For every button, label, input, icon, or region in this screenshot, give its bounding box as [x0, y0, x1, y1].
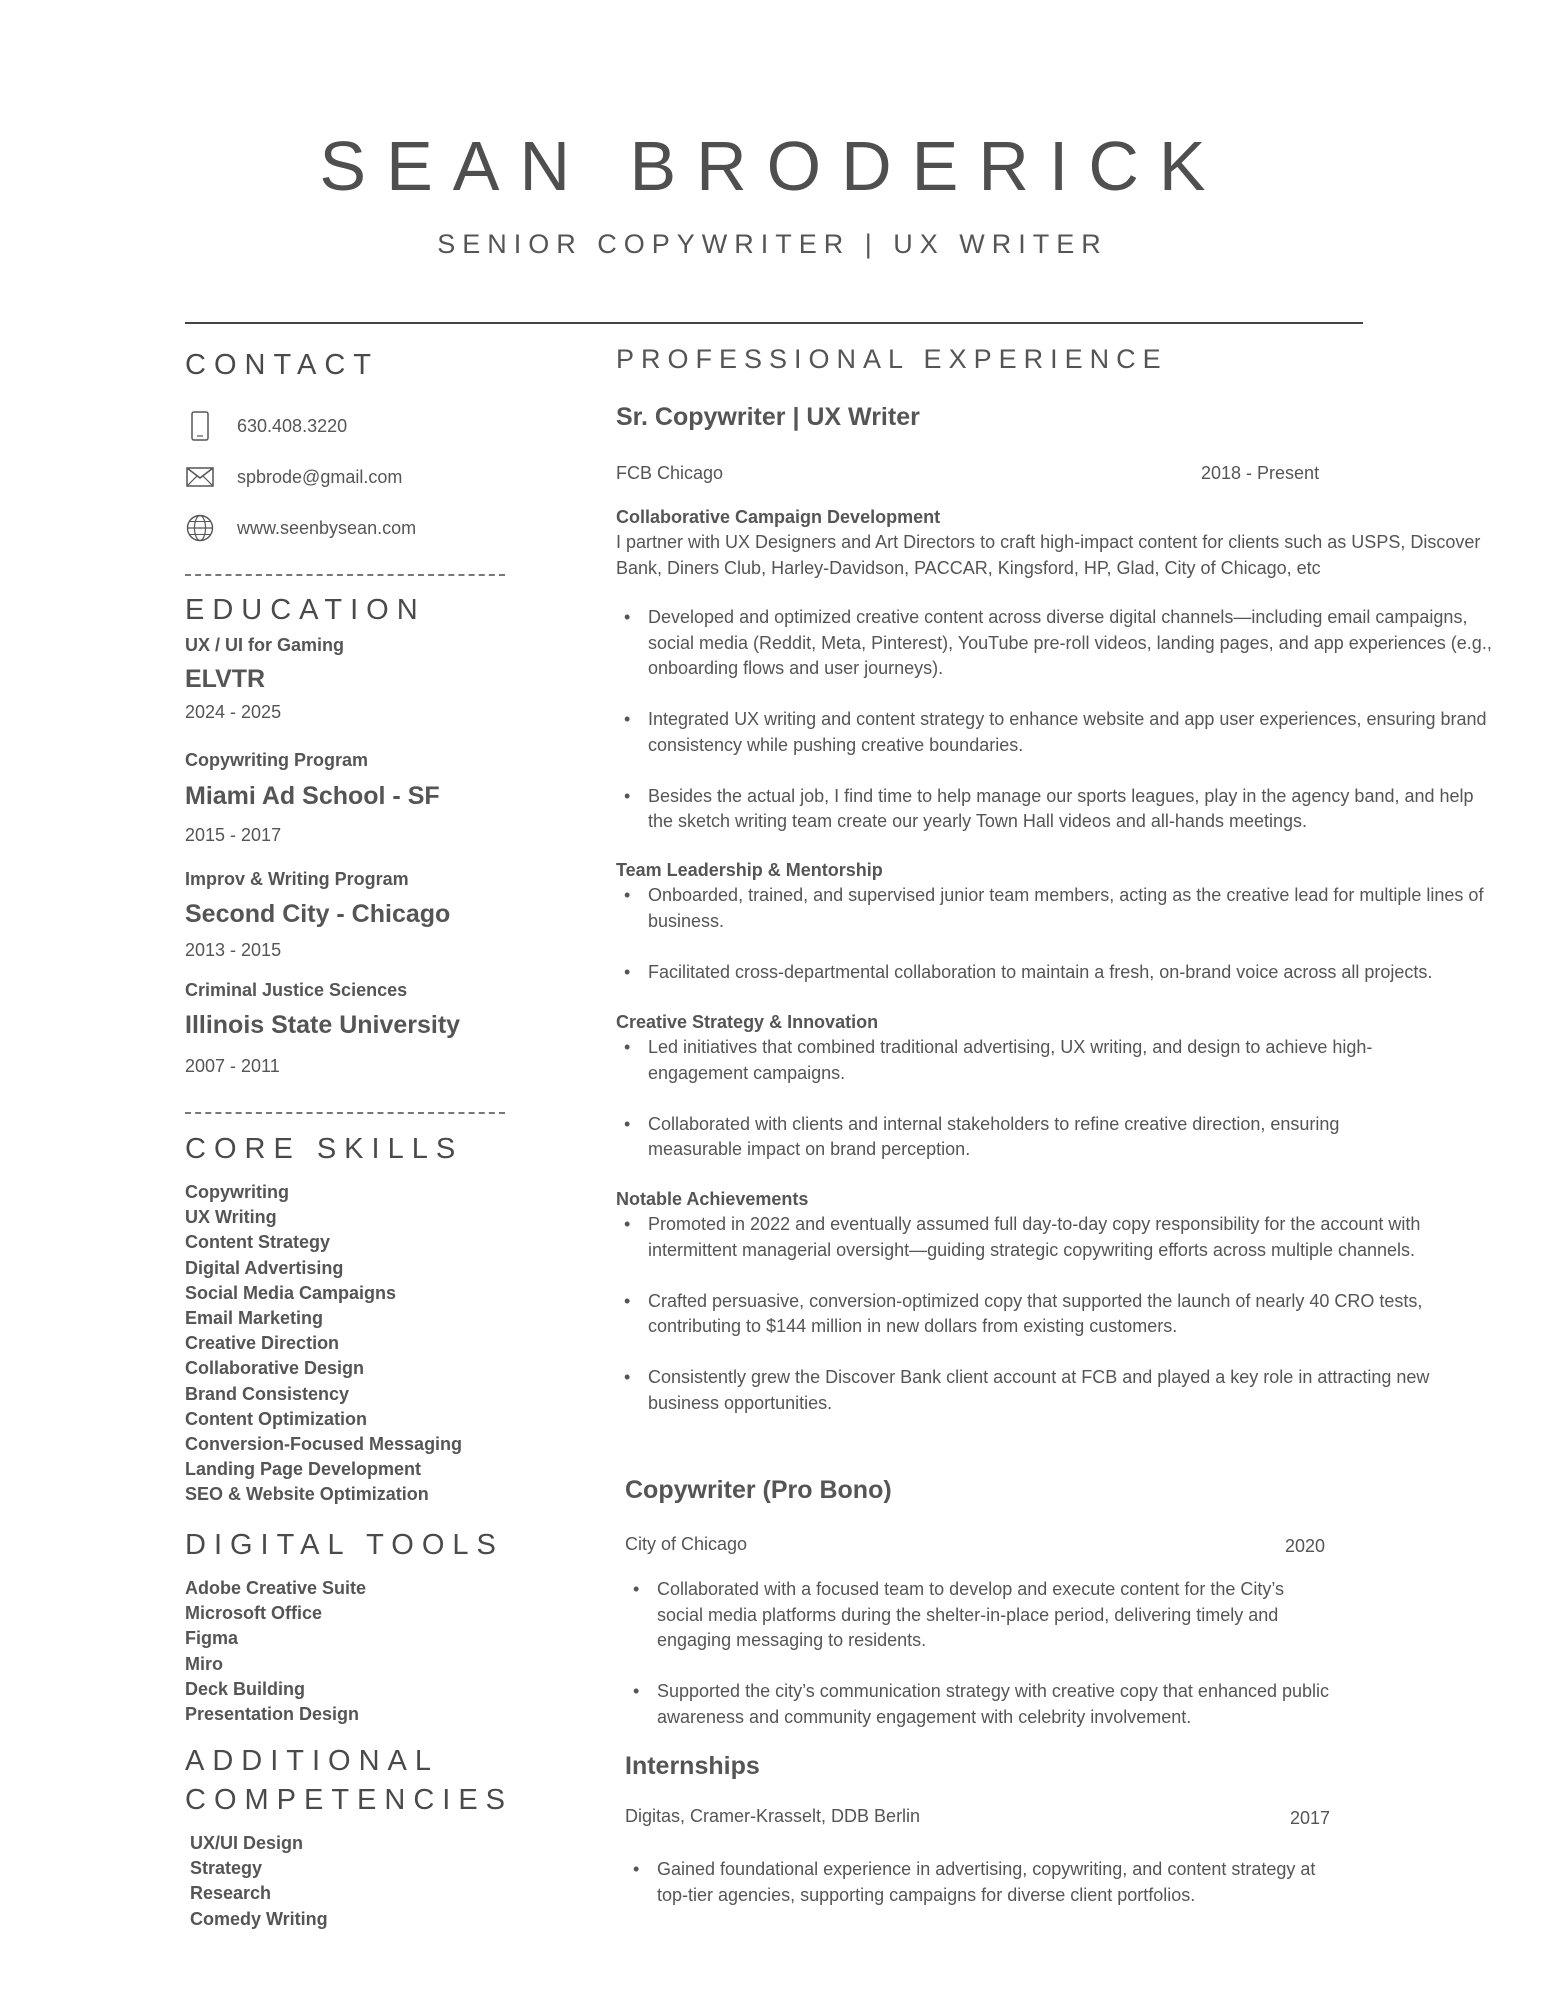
job3-title: Internships [625, 1752, 760, 1780]
core-skills-list [185, 1180, 462, 1507]
list-item: • Consistently grew the Discover Bank client account at FCB and played a key role in attracting new business opportunities. [616, 1365, 1496, 1416]
resume-name: SEAN BRODERICK [319, 127, 1226, 205]
list-item: Digital Advertising [185, 1257, 344, 1278]
contact-email[interactable]: spbrode@gmail.com [237, 466, 403, 487]
job2-company: City of Chicago [625, 1534, 748, 1554]
list-item: UX/UI Design [190, 1833, 304, 1853]
contact-heading: CONTACT [185, 349, 380, 381]
job1-section4-bullets [616, 1212, 1496, 1416]
edu-years-4: 2007 - 2011 [185, 1056, 280, 1076]
list-item: • Onboarded, trained, and supervised junior team members, acting as the creative lead for multiple lines of business. [616, 883, 1496, 934]
job3-company: Digitas, Cramer-Krasselt, DDB Berlin [625, 1806, 921, 1826]
list-item: • Facilitated cross-departmental collaboration to maintain a fresh, on-brand voice across all projects. [616, 960, 1496, 986]
edu-school-4: Illinois State University [185, 1011, 461, 1039]
job1-section4-heading: Notable Achievements [616, 1189, 809, 1209]
contact-divider [185, 574, 505, 576]
list-item: • Gained foundational experience in advertising, copywriting, and content strategy at top-tier agencies, supporting campaigns for diverse client portfolios. [625, 1857, 1345, 1908]
contact-phone-row [185, 406, 347, 446]
list-item: • Promoted in 2022 and eventually assumed full day-to-day copy responsibility for the account with intermittent managerial oversight—guiding strategic copywriting efforts across multiple channels. [616, 1212, 1496, 1263]
list-item: Copywriting [185, 1182, 289, 1202]
core-skills-heading: CORE SKILLS [185, 1133, 464, 1165]
contact-phone[interactable]: 630.408.3220 [237, 415, 348, 436]
experience-heading: PROFESSIONAL EXPERIENCE [616, 344, 1168, 374]
list-item: Creative Direction [185, 1333, 340, 1354]
job1-section2-heading: Team Leadership & Mentorship [616, 860, 883, 880]
job2-bullets [625, 1577, 1335, 1730]
list-item: UX Writing [185, 1207, 277, 1228]
list-item: Presentation Design [185, 1703, 360, 1724]
contact-website[interactable]: www.seenbysean.com [237, 517, 417, 538]
phone-icon [185, 411, 215, 441]
mail-icon [185, 462, 215, 492]
resume-subtitle: SENIOR COPYWRITER | UX WRITER [437, 229, 1108, 259]
edu-years-3: 2013 - 2015 [185, 940, 282, 960]
job3-bullets [625, 1857, 1345, 1908]
job1-section3-heading: Creative Strategy & Innovation [616, 1012, 879, 1032]
digital-tools-list [185, 1576, 366, 1727]
edu-program-2: Copywriting Program [185, 750, 369, 770]
list-item: • Integrated UX writing and content strategy to enhance website and app user experiences, ensuring brand consistency while pushing creative boundaries. [616, 707, 1496, 758]
list-item: Conversion-Focused Messaging [185, 1433, 463, 1454]
list-item: • Collaborated with clients and internal stakeholders to refine creative direction, ensuring measurable impact on brand perception. [616, 1112, 1416, 1163]
job2-title: Copywriter (Pro Bono) [625, 1476, 892, 1504]
list-item: • Led initiatives that combined traditional advertising, UX writing, and design to achieve high-engagement campaigns. [616, 1035, 1416, 1086]
job1-section3-bullets [616, 1035, 1416, 1163]
list-item: Adobe Creative Suite [185, 1578, 367, 1598]
list-item: Landing Page Development [185, 1459, 422, 1480]
job2-dates: 2020 [1285, 1536, 1326, 1556]
list-item: Brand Consistency [185, 1383, 350, 1404]
job1-company: FCB Chicago [616, 463, 724, 483]
edu-school-2: Miami Ad School - SF [185, 782, 440, 810]
list-item: • Besides the actual job, I find time to help manage our sports leagues, play in the agency band, and help the sketch writing team create our yearly Town Hall videos and all-hands meetings. [616, 784, 1496, 835]
list-item: • Supported the city’s communication strategy with creative copy that enhanced public awareness and community engagement with celebrity involvement. [625, 1679, 1335, 1730]
globe-icon [185, 513, 215, 543]
list-item: Miro [185, 1653, 223, 1674]
job1-title: Sr. Copywriter | UX Writer [616, 403, 920, 431]
job1-section1-intro: I partner with UX Designers and Art Directors to craft high-impact content for clients such as USPS, Discover Bank, Diners Club, Harley-Davidson, PACCAR, Kingsford, HP, Glad, City of Chicago, etc [616, 532, 1481, 578]
additional-list [190, 1831, 328, 1932]
contact-email-row [185, 457, 402, 497]
list-item: SEO & Website Optimization [185, 1484, 429, 1505]
edu-years-1: 2024 - 2025 [185, 702, 282, 722]
list-item: Email Marketing [185, 1307, 324, 1328]
job1-section2-bullets [616, 883, 1496, 985]
edu-program-4: Criminal Justice Sciences [185, 980, 408, 1000]
list-item: Deck Building [185, 1678, 306, 1699]
edu-program-3: Improv & Writing Program [185, 869, 409, 889]
edu-school-1: ELVTR [185, 665, 266, 693]
list-item: Research [190, 1883, 272, 1904]
list-item: • Developed and optimized creative content across diverse digital channels—including email campaigns, social media (Reddit, Meta, Pinterest), YouTube pre-roll videos, landing pages, and app experiences (e.g., onboarding flows and user journeys). [616, 605, 1496, 682]
list-item: Microsoft Office [185, 1603, 323, 1624]
list-item: Content Optimization [185, 1408, 367, 1429]
job1-section1-bullets [616, 605, 1496, 835]
job3-dates: 2017 [1290, 1808, 1331, 1828]
list-item: Strategy [190, 1858, 263, 1879]
edu-program-1: UX / UI for Gaming [185, 635, 345, 655]
edu-years-2: 2015 - 2017 [185, 825, 282, 845]
list-item: • Collaborated with a focused team to develop and execute content for the City’s social media platforms during the shelter-in-place period, delivering timely and engaging messaging to residents. [625, 1577, 1335, 1654]
list-item: • Crafted persuasive, conversion-optimized copy that supported the launch of nearly 40 CRO tests, contributing to $144 million in new dollars from existing customers. [616, 1289, 1496, 1340]
additional-heading-line1: ADDITIONAL [185, 1745, 440, 1777]
list-item: Social Media Campaigns [185, 1282, 397, 1303]
edu-school-3: Second City - Chicago [185, 900, 451, 928]
education-divider [185, 1112, 505, 1114]
list-item: Collaborative Design [185, 1358, 365, 1379]
list-item: Comedy Writing [190, 1908, 328, 1929]
list-item: Content Strategy [185, 1232, 331, 1253]
job1-dates: 2018 - Present [1201, 463, 1320, 483]
job1-section1-heading: Collaborative Campaign Development [616, 507, 941, 527]
contact-website-row [185, 508, 416, 548]
header-divider [185, 322, 1363, 324]
education-heading: EDUCATION [185, 594, 426, 626]
additional-heading-line2: COMPETENCIES [185, 1784, 514, 1816]
digital-tools-heading: DIGITAL TOOLS [185, 1529, 504, 1561]
list-item: Figma [185, 1628, 239, 1649]
